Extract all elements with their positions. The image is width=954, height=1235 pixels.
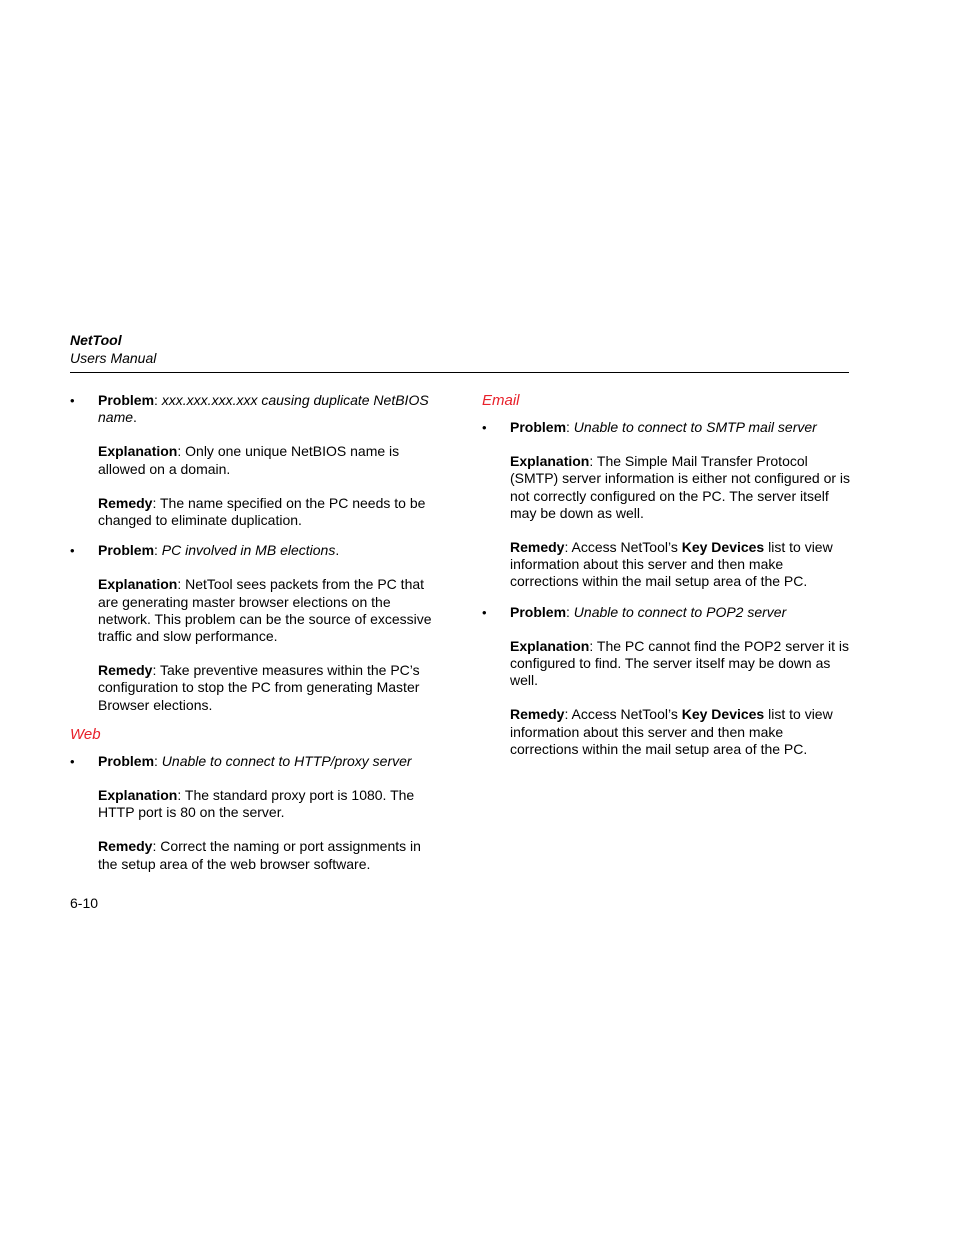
list-item bbox=[482, 419, 852, 591]
explanation-line: Explanation: NetTool sees packets from the PC that are generating master browser elections on the network. This problem can be the source of excessive traffic and slow performance. bbox=[98, 576, 432, 645]
explanation-text: The Simple Mail Transfer Protocol (SMTP) server information is either not configured or is not correctly configured on the PC. The server itself may be down as well. bbox=[510, 453, 851, 521]
bullet-icon: • bbox=[70, 393, 75, 408]
explanation-line: Explanation: The PC cannot find the POP2 server it is configured to find. The server itself may be down as well. bbox=[510, 637, 850, 689]
manual-title: Users Manual bbox=[70, 350, 157, 366]
remedy-text: The name specified on the PC needs to be changed to eliminate duplication. bbox=[98, 494, 426, 529]
remedy-line: Remedy: The name specified on the PC needs to be changed to eliminate duplication. bbox=[98, 494, 426, 529]
explanation-label: Explanation bbox=[98, 787, 178, 804]
explanation-line: Explanation: The Simple Mail Transfer Protocol (SMTP) server information is either not configured or is not correctly configured on the PC. The server itself may be down as well. bbox=[510, 453, 851, 521]
problem-text: Unable to connect to POP2 server bbox=[573, 603, 787, 620]
remedy-text-end: list to view information about this server and then make corrections within the mail setup area of the PC. bbox=[510, 539, 833, 590]
explanation-label: Explanation bbox=[510, 637, 590, 654]
problem-line: Problem: Unable to connect to POP2 server bbox=[510, 603, 787, 620]
left-column bbox=[70, 392, 440, 873]
list-item bbox=[70, 542, 440, 714]
bullet-icon: • bbox=[482, 604, 487, 620]
right-column bbox=[482, 392, 852, 758]
problem-label: Problem bbox=[510, 603, 567, 620]
bullet-icon: • bbox=[482, 420, 487, 435]
problem-text: xxx.xxx.xxx.xxx causing duplicate NetBIOS name bbox=[98, 392, 429, 426]
explanation-label: Explanation bbox=[510, 453, 590, 470]
explanation-text: The PC cannot find the POP2 server it is configured to find. The server itself may be down as well. bbox=[510, 637, 850, 689]
bullet-icon: • bbox=[70, 543, 75, 559]
explanation-line: Explanation: The standard proxy port is 1080. The HTTP port is 80 on the server. bbox=[98, 787, 415, 821]
explanation-label: Explanation bbox=[98, 576, 178, 593]
problem-label: Problem bbox=[98, 542, 155, 559]
remedy-text-start: Access NetTool’s bbox=[571, 706, 678, 723]
section-heading-web: Web bbox=[70, 725, 101, 743]
problem-line: Problem: PC involved in MB elections. bbox=[98, 542, 340, 559]
remedy-label: Remedy bbox=[98, 838, 153, 855]
page-header bbox=[70, 331, 156, 367]
problem-line: Problem: Unable to connect to SMTP mail server bbox=[510, 419, 817, 435]
problem-text: Unable to connect to HTTP/proxy server bbox=[161, 752, 412, 769]
problem-text: PC involved in MB elections bbox=[161, 542, 336, 559]
remedy-line: Remedy: Access NetTool’s Key Devices list to view information about this server and then make corrections within the mail setup area of the PC. bbox=[510, 539, 833, 590]
problem-text: Unable to connect to SMTP mail server bbox=[573, 419, 817, 435]
remedy-line: Remedy: Access NetTool’s Key Devices list to view information about this server and then make corrections within the mail setup area of the PC. bbox=[510, 706, 833, 757]
list-item bbox=[70, 392, 440, 529]
remedy-label: Remedy bbox=[510, 539, 565, 556]
list-item bbox=[482, 604, 852, 758]
remedy-text-start: Access NetTool’s bbox=[571, 539, 678, 556]
key-devices-term: Key Devices bbox=[681, 706, 765, 723]
problem-label: Problem bbox=[98, 392, 155, 408]
problem-line: Problem: xxx.xxx.xxx.xxx causing duplicate NetBIOS name. bbox=[98, 392, 429, 426]
explanation-label: Explanation bbox=[98, 443, 178, 460]
remedy-label: Remedy bbox=[98, 662, 153, 679]
header-divider bbox=[70, 372, 849, 373]
remedy-text: Correct the naming or port assignments in the setup area of the web browser software. bbox=[98, 838, 421, 872]
remedy-label: Remedy bbox=[98, 494, 153, 511]
remedy-line: Remedy: Take preventive measures within the PC’s configuration to stop the PC from generating Master Browser elections. bbox=[98, 662, 420, 713]
key-devices-term: Key Devices bbox=[681, 539, 765, 556]
explanation-text: Only one unique NetBIOS name is allowed on a domain. bbox=[98, 443, 400, 477]
page-number: 6-10 bbox=[70, 895, 99, 911]
explanation-line: Explanation: Only one unique NetBIOS name is allowed on a domain. bbox=[98, 443, 400, 477]
product-name: NetTool bbox=[70, 332, 122, 348]
remedy-text-end: list to view information about this server and then make corrections within the mail setup area of the PC. bbox=[510, 706, 833, 757]
remedy-line: Remedy: Correct the naming or port assignments in the setup area of the web browser software. bbox=[98, 838, 421, 872]
bullet-icon: • bbox=[70, 753, 75, 769]
problem-label: Problem bbox=[98, 752, 155, 769]
list-item bbox=[70, 753, 440, 873]
explanation-text: NetTool sees packets from the PC that are generating master browser elections on the network. This problem can be the source of excessive traffic and slow performance. bbox=[98, 576, 432, 645]
problem-line: Problem: Unable to connect to HTTP/proxy server bbox=[98, 752, 412, 769]
explanation-text: The standard proxy port is 1080. The HTTP port is 80 on the server. bbox=[98, 787, 415, 821]
remedy-text: Take preventive measures within the PC’s configuration to stop the PC from generating Master Browser elections. bbox=[98, 662, 420, 713]
section-heading-email: Email bbox=[482, 392, 520, 409]
remedy-label: Remedy bbox=[510, 706, 565, 723]
problem-label: Problem bbox=[510, 419, 567, 435]
